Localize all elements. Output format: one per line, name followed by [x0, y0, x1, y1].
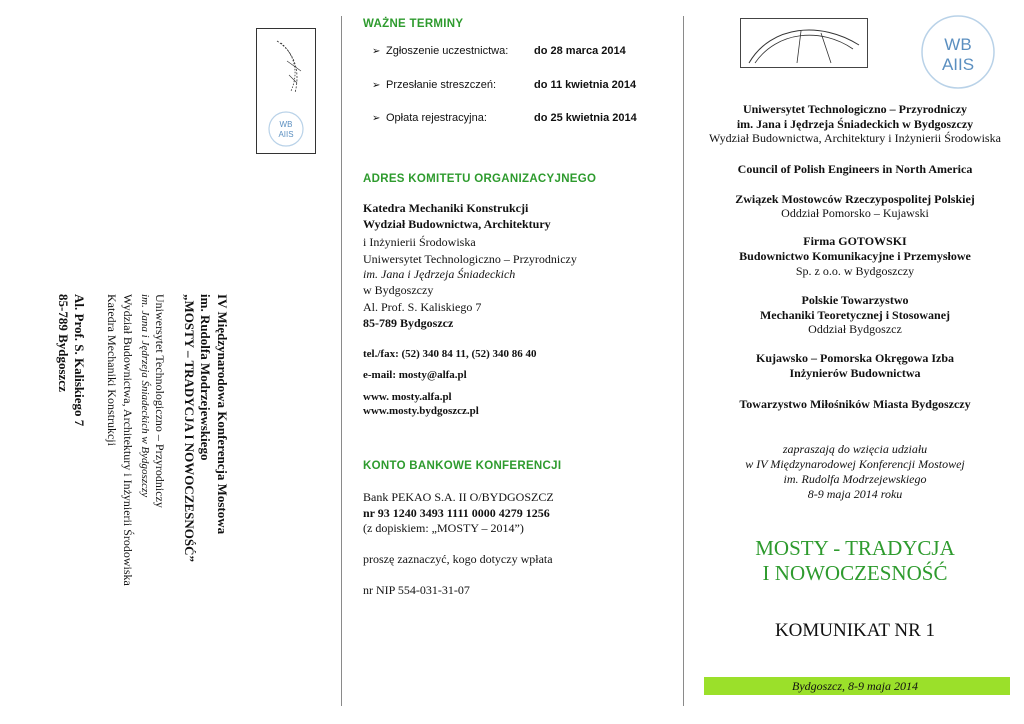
org-line: Uniwersytet Technologiczno – Przyrodniczy	[742, 102, 968, 116]
invitation-line: im. Rudolfa Modrzejewskiego	[783, 472, 927, 486]
stamp-box	[256, 28, 316, 154]
org-line: Oddział Bydgoszcz	[808, 322, 902, 336]
logo-text-top: WB	[944, 35, 972, 54]
invitation-line: 8-9 maja 2014 roku	[807, 487, 903, 501]
bridge-logo-box	[740, 18, 868, 68]
komunikat-label: KOMUNIKAT NR 1	[774, 620, 936, 641]
invitation-line: w IV Międzynarodowej Konferencji Mostowej	[745, 457, 965, 471]
org-line: Sp. z o.o. w Bydgoszczy	[795, 264, 915, 278]
org-line: Wydział Budownictwa, Architektury i Inżynierii Środowiska	[709, 131, 1001, 145]
main-title-line1: MOSTY - TRADYCJA	[755, 536, 955, 560]
org-line: im. Jana i Jędrzeja Śniadeckich w Bydgoszczy	[736, 117, 974, 131]
term-date: do 25 kwietnia 2014	[534, 112, 637, 124]
rotated-address-panel	[30, 294, 230, 624]
logo-icon	[266, 109, 306, 149]
term-item	[372, 112, 637, 124]
bridge-sketch-icon	[257, 31, 315, 101]
faculty-name: Wydział Budownictwa, Architektury i Inżynierii Środowiska	[121, 294, 135, 586]
terms-heading: WAŻNE TERMINY	[363, 18, 464, 30]
phone-number: tel./fax: (52) 340 84 11, (52) 340 86 40	[363, 348, 537, 360]
conference-title: „MOSTY – TRADYCJA I NOWOCZESNOŚĆ”	[182, 294, 197, 562]
street-address: Al. Prof. S. Kaliskiego 7	[72, 294, 87, 427]
term-date: do 11 kwietnia 2014	[534, 79, 637, 91]
term-date: do 28 marca 2014	[534, 45, 626, 57]
university-name: Uniwersytet Technologiczno – Przyrodniczy	[153, 294, 167, 508]
nip-number: nr NIP 554-031-31-07	[363, 583, 470, 597]
org-line: Budownictwo Komunikacyjne i Przemysłowe	[739, 249, 971, 263]
postal-address: 85-789 Bydgoszcz	[56, 294, 71, 392]
org-line: Firma GOTOWSKI	[803, 234, 907, 248]
org-line: Oddział Pomorsko – Kujawski	[781, 206, 929, 220]
fold-line-left	[341, 16, 342, 706]
term-label: Przesłanie streszczeń:	[386, 79, 497, 91]
footer-text: Bydgoszcz, 8-9 maja 2014	[792, 679, 918, 693]
logo-text-bottom: AIIS	[278, 130, 294, 139]
address-line: i Inżynierii Środowiska	[363, 235, 476, 249]
fold-line-right	[683, 16, 684, 706]
website-link[interactable]: www.mosty.bydgoszcz.pl	[363, 405, 479, 417]
arrow-bullet-icon: ➢	[372, 80, 381, 91]
bank-note: (z dopiskiem: „MOSTY – 2014”)	[363, 521, 524, 535]
university-patron: im. Jana i Jędrzeja Śniadeckich w Bydgoszczy	[139, 294, 151, 498]
logo-text-bottom: AIIS	[941, 55, 975, 74]
org-line: Inżynierów Budownictwa	[789, 366, 921, 380]
org-line: Council of Polish Engineers in North America	[737, 162, 973, 176]
address-heading: ADRES KOMITETU ORGANIZACYJNEGO	[363, 173, 597, 185]
org-line: Związek Mostowców Rzeczypospolitej Polskiej	[735, 192, 975, 206]
logo-text-top: WB	[279, 120, 293, 129]
address-line: w Bydgoszczy	[363, 283, 434, 297]
logo-icon	[918, 12, 998, 92]
conference-name: IV Międzynarodowa Konferencja Mostowa	[215, 294, 230, 535]
org-line: Polskie Towarzystwo	[801, 293, 909, 307]
org-line: Towarzystwo Miłośników Miasta Bydgoszczy	[739, 397, 971, 411]
arrow-bullet-icon: ➢	[372, 46, 381, 57]
term-item	[372, 79, 637, 91]
term-item	[372, 45, 626, 57]
invitation-line: zapraszają do wzięcia udziału	[782, 442, 928, 456]
address-line: Al. Prof. S. Kaliskiego 7	[363, 300, 482, 314]
bank-account: nr 93 1240 3493 1111 0000 4279 1256	[363, 506, 550, 520]
department-name: Katedra Mechaniki Konstrukcji	[105, 294, 119, 446]
address-line: Uniwersytet Technologiczno – Przyrodniczy	[363, 252, 577, 266]
main-title-line2: I NOWOCZESNOŚĆ	[762, 561, 948, 585]
address-line: 85-789 Bydgoszcz	[363, 316, 454, 330]
address-line: im. Jana i Jędrzeja Śniadeckich	[363, 267, 516, 281]
address-line: Katedra Mechaniki Konstrukcji	[363, 201, 529, 215]
term-label: Opłata rejestracyjna:	[386, 112, 487, 124]
arrow-bullet-icon: ➢	[372, 113, 381, 124]
bridge-arch-icon	[741, 19, 867, 67]
email-link[interactable]: e-mail: mosty@alfa.pl	[363, 369, 467, 381]
org-line: Mechaniki Teoretycznej i Stosowanej	[759, 308, 951, 322]
bank-name: Bank PEKAO S.A. II O/BYDGOSZCZ	[363, 490, 554, 504]
bank-request: proszę zaznaczyć, kogo dotyczy wpłata	[363, 552, 553, 566]
address-line: Wydział Budownictwa, Architektury	[363, 217, 551, 231]
org-line: Kujawsko – Pomorska Okręgowa Izba	[755, 351, 954, 365]
website-link[interactable]: www. mosty.alfa.pl	[363, 391, 452, 403]
bank-heading: KONTO BANKOWE KONFERENCJI	[363, 460, 562, 472]
conference-patron: im. Rudolfa Modrzejewskiego	[198, 294, 213, 461]
term-label: Zgłoszenie uczestnictwa:	[386, 45, 509, 57]
